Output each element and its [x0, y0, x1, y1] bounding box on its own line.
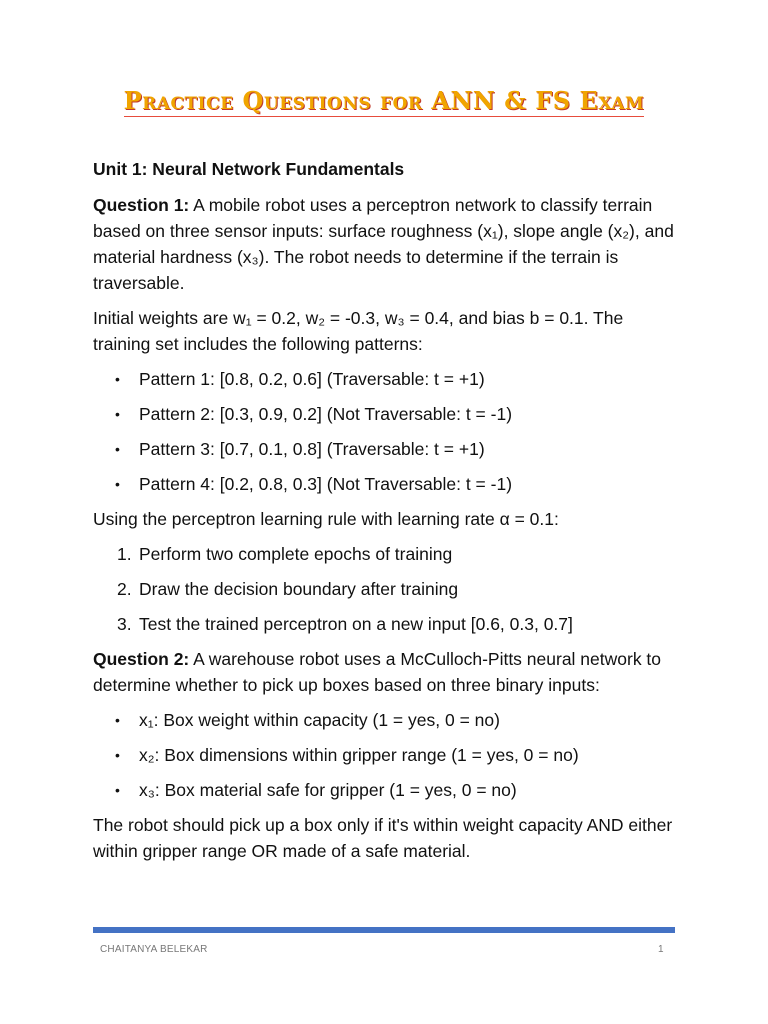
list-item: • x₃: Box material safe for gripper (1 = yes, 0 = no)	[93, 777, 683, 803]
page-title	[0, 86, 768, 115]
question-2-text: A warehouse robot uses a McCulloch-Pitts neural network to determine whether to pick up boxes based on three binary inputs:	[93, 649, 662, 695]
list-item: • Pattern 1: [0.8, 0.2, 0.6] (Traversable: t = +1)	[93, 366, 683, 392]
task-text: Draw the decision boundary after training	[139, 579, 459, 599]
page-title-text: Practice Questions for ANN & FS Exam	[123, 86, 645, 115]
task-text: Test the trained perceptron on a new input [0.6, 0.3, 0.7]	[139, 614, 573, 634]
list-item: • Pattern 3: [0.7, 0.1, 0.8] (Traversable: t = +1)	[93, 436, 683, 462]
pattern-list	[93, 366, 683, 497]
list-item	[93, 541, 683, 567]
question-1-weights: Initial weights are w₁ = 0.2, w₂ = -0.3, w₃ = 0.4, and bias b = 0.1. The training set includes the following patterns:	[93, 308, 624, 354]
question-2-paragraph	[93, 646, 683, 698]
task-text: Perform two complete epochs of training	[139, 544, 453, 564]
footer-divider	[93, 927, 675, 933]
list-item	[93, 576, 683, 602]
list-item: • Pattern 2: [0.3, 0.9, 0.2] (Not Traversable: t = -1)	[93, 401, 683, 427]
list-item: • x₁: Box weight within capacity (1 = yes, 0 = no)	[93, 707, 683, 733]
task-list	[93, 541, 683, 637]
list-item: • x₂: Box dimensions within gripper range (1 = yes, 0 = no)	[93, 742, 683, 768]
list-number: 2.	[117, 579, 132, 599]
question-2-condition: The robot should pick up a box only if it's within weight capacity AND either within gripper range OR made of a safe material.	[93, 815, 673, 861]
list-number: 1.	[117, 544, 132, 564]
footer-author: CHAITANYA BELEKAR	[100, 944, 208, 955]
question-1-label: Question 1:	[93, 195, 190, 215]
list-number: 3.	[117, 614, 132, 634]
unit-heading: Unit 1: Neural Network Fundamentals	[93, 159, 405, 179]
question-1-text: A mobile robot uses a perceptron network to classify terrain based on three sensor inputs: surface roughness (x₁), slope angle (x₂), and material hardness (x₃). The robot needs to determine if the terrain is traversable.	[93, 195, 674, 293]
question-2-label: Question 2:	[93, 649, 190, 669]
document-body	[93, 156, 683, 873]
list-item: • Pattern 4: [0.2, 0.8, 0.3] (Not Traversable: t = -1)	[93, 471, 683, 497]
input-list	[93, 707, 683, 803]
page-number: 1	[658, 944, 664, 955]
question-1-paragraph	[93, 192, 683, 296]
question-1-rule: Using the perceptron learning rule with learning rate α = 0.1:	[93, 509, 559, 529]
list-item	[93, 611, 683, 637]
